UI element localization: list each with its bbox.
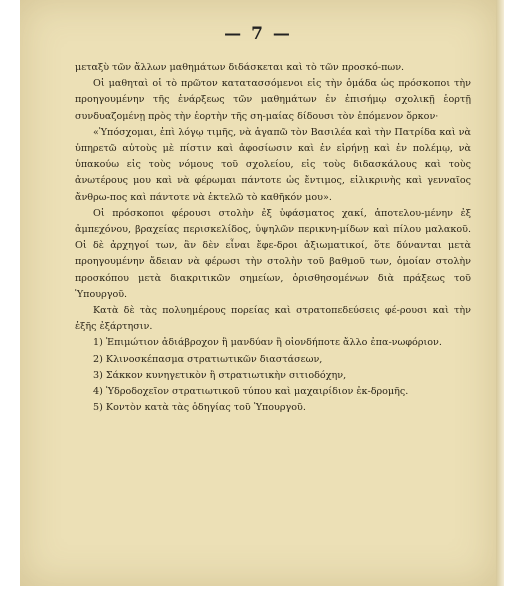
list-item: 1) Ἐπιμώτιον ἀδιάβροχον ἢ μανδύαν ἢ οἱονδήποτε ἄλλο ἐπα-νωφόριον. (93, 337, 442, 349)
page-body-text (75, 60, 471, 416)
paragraph-uniform: Οἱ πρόσκοποι φέρουσι στολὴν ἐξ ὑφάσματος χακί, ἀποτελου-μένην ἐξ ἀμπεχόνου, βραχείας περισκελίδος, ὑψηλῶν περικνη-μίδων καὶ πίλου μαλακοῦ. Οἱ δὲ ἀρχηγοί των, ἂν δὲν εἶναι ἔφε-δροι ἀξιωματικοί, ὅτε δύνανται μετὰ προηγουμένην ἄδειαν νὰ φέρωσι τὴν στολὴν τοῦ βαθμοῦ των, ὁμοίαν στολὴν προσκόπου μετὰ διακριτικῶν σημείων, ὁρισθησομένων διὰ πράξεως τοῦ Ὑπουργοῦ. (75, 207, 471, 300)
list-item: 2) Κλινοσκέπασμα στρατιωτικῶν διαστάσεων, (93, 353, 323, 365)
equipment-list (75, 335, 471, 416)
list-item: 4) Ὑδροδοχεῖον στρατιωτικοῦ τύπου καὶ μαχαιρίδιον ἐκ-δρομῆς. (93, 386, 409, 398)
page-number: — 7 — (224, 24, 292, 44)
list-item: 5) Κοντὸν κατὰ τὰς ὁδηγίας τοῦ Ὑπουργοῦ. (93, 402, 306, 414)
book-page (20, 0, 497, 586)
paragraph-oath-text: «Ὑπόσχομαι, ἐπὶ λόγῳ τιμῆς, νὰ ἀγαπῶ τὸν Βασιλέα καὶ τὴν Πατρίδα καὶ νὰ ὑπηρετῶ αὐτοὺς μὲ πίστιν καὶ ἀφοσίωσιν καὶ ἐν εἰρήνῃ καὶ ἐν πολέμῳ, νὰ ὑπακούω εἰς τοὺς νόμους τοῦ σχολείου, εἰς τοὺς διδασκάλους καὶ τοὺς ἀνωτέρους μου καὶ νὰ φέρωμαι πάντοτε ὡς ἔντιμος, εἰλικρινὴς καὶ γενναῖος ἄνθρω-πος καὶ πάντοτε νὰ ἐκτελῶ τὸ καθῆκόν μου». (75, 126, 471, 203)
paragraph-equipment-intro: Κατὰ δὲ τὰς πολυημέρους πορείας καὶ στρατοπεδεύσεις φέ-ρουσι καὶ τὴν ἑξῆς ἐξάρτησιν. (75, 305, 471, 333)
page-edge (496, 0, 504, 586)
list-item: 3) Σάκκον κυνηγετικὸν ἢ στρατιωτικὴν σιτιοδόχην, (93, 369, 347, 381)
paragraph-continuation: μεταξὺ τῶν ἄλλων μαθημάτων διδάσκεται καὶ τὸ τῶν προσκό-πων. (75, 62, 405, 73)
paragraph-oath-intro: Οἱ μαθηταὶ οἱ τὸ πρῶτον κατατασσόμενοι εἰς τὴν ὁμάδα ὡς πρόσκοποι τὴν προηγουμένην τῆς ἐνάρξεως τῶν μαθημάτων ἐν ἐπισήμῳ σχολικῇ ἑορτῇ συνδυαζομένῃ πρὸς τὴν ἑορτὴν τῆς ση-μαίας δίδουσι τὸν ἑπόμενον ὅρκον· (75, 78, 471, 122)
